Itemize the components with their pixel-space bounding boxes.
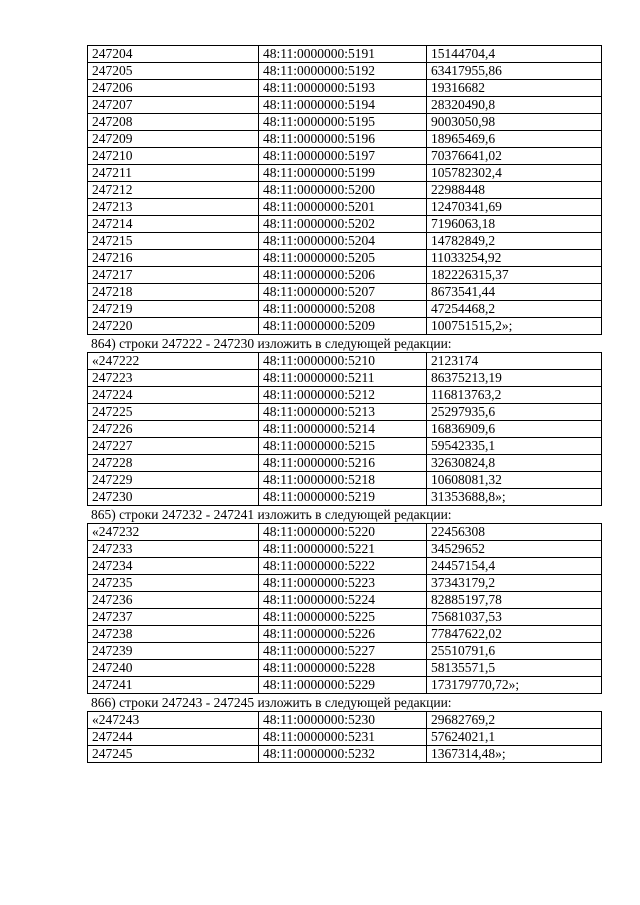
- value-cell: 15144704,4: [427, 46, 602, 63]
- cadastral-number-cell: 48:11:0000000:5207: [259, 284, 427, 301]
- table-row: [88, 284, 602, 301]
- cadastral-number-cell: 48:11:0000000:5209: [259, 318, 427, 335]
- row-number-cell: 247212: [88, 182, 259, 199]
- value-cell: 173179770,72»;: [427, 677, 602, 694]
- row-number-cell: «247232: [88, 524, 259, 541]
- cadastral-number-cell: 48:11:0000000:5206: [259, 267, 427, 284]
- row-number-cell: 247230: [88, 489, 259, 506]
- cadastral-number-cell: 48:11:0000000:5226: [259, 626, 427, 643]
- table-row: [88, 97, 602, 114]
- value-cell: 11033254,92: [427, 250, 602, 267]
- table-row: [88, 472, 602, 489]
- row-number-cell: «247243: [88, 712, 259, 729]
- value-cell: 100751515,2»;: [427, 318, 602, 335]
- table-row: [88, 353, 602, 370]
- table-row: [88, 575, 602, 592]
- table-row: [88, 182, 602, 199]
- document-page: [87, 45, 601, 763]
- table-row: [88, 677, 602, 694]
- cadastral-number-cell: 48:11:0000000:5195: [259, 114, 427, 131]
- value-cell: 7196063,18: [427, 216, 602, 233]
- value-cell: 47254468,2: [427, 301, 602, 318]
- value-cell: 34529652: [427, 541, 602, 558]
- value-cell: 70376641,02: [427, 148, 602, 165]
- table-row: [88, 165, 602, 182]
- row-number-cell: 247210: [88, 148, 259, 165]
- row-number-cell: 247229: [88, 472, 259, 489]
- row-number-cell: 247206: [88, 80, 259, 97]
- table-row: [88, 489, 602, 506]
- table-row: [88, 592, 602, 609]
- row-number-cell: 247213: [88, 199, 259, 216]
- amendment-heading: 864) строки 247222 - 247230 изложить в следующей редакции:: [91, 336, 452, 351]
- row-number-cell: 247217: [88, 267, 259, 284]
- value-cell: 116813763,2: [427, 387, 602, 404]
- cadastral-number-cell: 48:11:0000000:5223: [259, 575, 427, 592]
- cadastral-number-cell: 48:11:0000000:5205: [259, 250, 427, 267]
- value-cell: 75681037,53: [427, 609, 602, 626]
- amendment-heading: 865) строки 247232 - 247241 изложить в следующей редакции:: [91, 507, 452, 522]
- value-cell: 105782302,4: [427, 165, 602, 182]
- value-cell: 12470341,69: [427, 199, 602, 216]
- table-row: [88, 541, 602, 558]
- cadastral-number-cell: 48:11:0000000:5227: [259, 643, 427, 660]
- value-cell: 31353688,8»;: [427, 489, 602, 506]
- row-number-cell: 247237: [88, 609, 259, 626]
- cadastral-number-cell: 48:11:0000000:5212: [259, 387, 427, 404]
- value-cell: 14782849,2: [427, 233, 602, 250]
- row-number-cell: 247238: [88, 626, 259, 643]
- row-number-cell: 247228: [88, 455, 259, 472]
- table-row: [88, 438, 602, 455]
- cadastral-number-cell: 48:11:0000000:5211: [259, 370, 427, 387]
- cadastral-number-cell: 48:11:0000000:5199: [259, 165, 427, 182]
- row-number-cell: 247220: [88, 318, 259, 335]
- value-cell: 18965469,6: [427, 131, 602, 148]
- table-row: [88, 558, 602, 575]
- table-row: [88, 46, 602, 63]
- value-cell: 77847622,02: [427, 626, 602, 643]
- cadastral-number-cell: 48:11:0000000:5232: [259, 746, 427, 763]
- value-cell: 19316682: [427, 80, 602, 97]
- row-number-cell: 247209: [88, 131, 259, 148]
- row-number-cell: 247207: [88, 97, 259, 114]
- table-row: [88, 455, 602, 472]
- cadastral-number-cell: 48:11:0000000:5214: [259, 421, 427, 438]
- value-cell: 57624021,1: [427, 729, 602, 746]
- cadastral-number-cell: 48:11:0000000:5230: [259, 712, 427, 729]
- cadastral-number-cell: 48:11:0000000:5224: [259, 592, 427, 609]
- value-cell: 58135571,5: [427, 660, 602, 677]
- table-row: [88, 421, 602, 438]
- value-cell: 25297935,6: [427, 404, 602, 421]
- cadastral-number-cell: 48:11:0000000:5213: [259, 404, 427, 421]
- table-row: [88, 301, 602, 318]
- row-number-cell: 247241: [88, 677, 259, 694]
- cadastral-number-cell: 48:11:0000000:5218: [259, 472, 427, 489]
- row-number-cell: 247205: [88, 63, 259, 80]
- table-row: [88, 524, 602, 541]
- row-number-cell: 247240: [88, 660, 259, 677]
- row-number-cell: 247216: [88, 250, 259, 267]
- value-cell: 10608081,32: [427, 472, 602, 489]
- cadastral-number-cell: 48:11:0000000:5221: [259, 541, 427, 558]
- value-cell: 25510791,6: [427, 643, 602, 660]
- value-cell: 182226315,37: [427, 267, 602, 284]
- data-table: [87, 352, 602, 506]
- cadastral-number-cell: 48:11:0000000:5197: [259, 148, 427, 165]
- table-row: [88, 387, 602, 404]
- cadastral-number-cell: 48:11:0000000:5208: [259, 301, 427, 318]
- cadastral-number-cell: 48:11:0000000:5210: [259, 353, 427, 370]
- table-row: [88, 660, 602, 677]
- cadastral-number-cell: 48:11:0000000:5219: [259, 489, 427, 506]
- value-cell: 63417955,86: [427, 63, 602, 80]
- cadastral-number-cell: 48:11:0000000:5222: [259, 558, 427, 575]
- cadastral-number-cell: 48:11:0000000:5201: [259, 199, 427, 216]
- row-number-cell: 247208: [88, 114, 259, 131]
- row-number-cell: 247226: [88, 421, 259, 438]
- table-row: [88, 233, 602, 250]
- cadastral-number-cell: 48:11:0000000:5192: [259, 63, 427, 80]
- table-row: [88, 148, 602, 165]
- data-table: [87, 711, 602, 763]
- table-row: [88, 131, 602, 148]
- value-cell: 82885197,78: [427, 592, 602, 609]
- value-cell: 37343179,2: [427, 575, 602, 592]
- value-cell: 32630824,8: [427, 455, 602, 472]
- row-number-cell: «247222: [88, 353, 259, 370]
- cadastral-number-cell: 48:11:0000000:5204: [259, 233, 427, 250]
- value-cell: 86375213,19: [427, 370, 602, 387]
- table-row: [88, 609, 602, 626]
- table-row: [88, 746, 602, 763]
- table-row: [88, 626, 602, 643]
- value-cell: 2123174: [427, 353, 602, 370]
- value-cell: 1367314,48»;: [427, 746, 602, 763]
- table-row: [88, 80, 602, 97]
- value-cell: 22988448: [427, 182, 602, 199]
- row-number-cell: 247236: [88, 592, 259, 609]
- row-number-cell: 247233: [88, 541, 259, 558]
- value-cell: 24457154,4: [427, 558, 602, 575]
- table-row: [88, 63, 602, 80]
- row-number-cell: 247244: [88, 729, 259, 746]
- row-number-cell: 247227: [88, 438, 259, 455]
- row-number-cell: 247239: [88, 643, 259, 660]
- row-number-cell: 247235: [88, 575, 259, 592]
- row-number-cell: 247224: [88, 387, 259, 404]
- table-row: [88, 114, 602, 131]
- data-table: [87, 45, 602, 335]
- row-number-cell: 247225: [88, 404, 259, 421]
- table-row: [88, 712, 602, 729]
- table-row: [88, 370, 602, 387]
- row-number-cell: 247215: [88, 233, 259, 250]
- cadastral-number-cell: 48:11:0000000:5220: [259, 524, 427, 541]
- cadastral-number-cell: 48:11:0000000:5228: [259, 660, 427, 677]
- table-row: [88, 404, 602, 421]
- table-row: [88, 643, 602, 660]
- row-number-cell: 247211: [88, 165, 259, 182]
- cadastral-number-cell: 48:11:0000000:5200: [259, 182, 427, 199]
- table-row: [88, 729, 602, 746]
- row-number-cell: 247245: [88, 746, 259, 763]
- data-table: [87, 523, 602, 694]
- row-number-cell: 247234: [88, 558, 259, 575]
- row-number-cell: 247219: [88, 301, 259, 318]
- value-cell: 28320490,8: [427, 97, 602, 114]
- cadastral-number-cell: 48:11:0000000:5216: [259, 455, 427, 472]
- cadastral-number-cell: 48:11:0000000:5202: [259, 216, 427, 233]
- cadastral-number-cell: 48:11:0000000:5215: [259, 438, 427, 455]
- value-cell: 29682769,2: [427, 712, 602, 729]
- cadastral-number-cell: 48:11:0000000:5229: [259, 677, 427, 694]
- table-row: [88, 318, 602, 335]
- value-cell: 9003050,98: [427, 114, 602, 131]
- value-cell: 22456308: [427, 524, 602, 541]
- value-cell: 8673541,44: [427, 284, 602, 301]
- row-number-cell: 247218: [88, 284, 259, 301]
- amendment-heading: 866) строки 247243 - 247245 изложить в следующей редакции:: [91, 695, 452, 710]
- table-row: [88, 250, 602, 267]
- cadastral-number-cell: 48:11:0000000:5193: [259, 80, 427, 97]
- row-number-cell: 247223: [88, 370, 259, 387]
- cadastral-number-cell: 48:11:0000000:5194: [259, 97, 427, 114]
- value-cell: 59542335,1: [427, 438, 602, 455]
- row-number-cell: 247214: [88, 216, 259, 233]
- table-row: [88, 199, 602, 216]
- table-row: [88, 267, 602, 284]
- value-cell: 16836909,6: [427, 421, 602, 438]
- table-row: [88, 216, 602, 233]
- cadastral-number-cell: 48:11:0000000:5225: [259, 609, 427, 626]
- row-number-cell: 247204: [88, 46, 259, 63]
- cadastral-number-cell: 48:11:0000000:5231: [259, 729, 427, 746]
- cadastral-number-cell: 48:11:0000000:5196: [259, 131, 427, 148]
- cadastral-number-cell: 48:11:0000000:5191: [259, 46, 427, 63]
